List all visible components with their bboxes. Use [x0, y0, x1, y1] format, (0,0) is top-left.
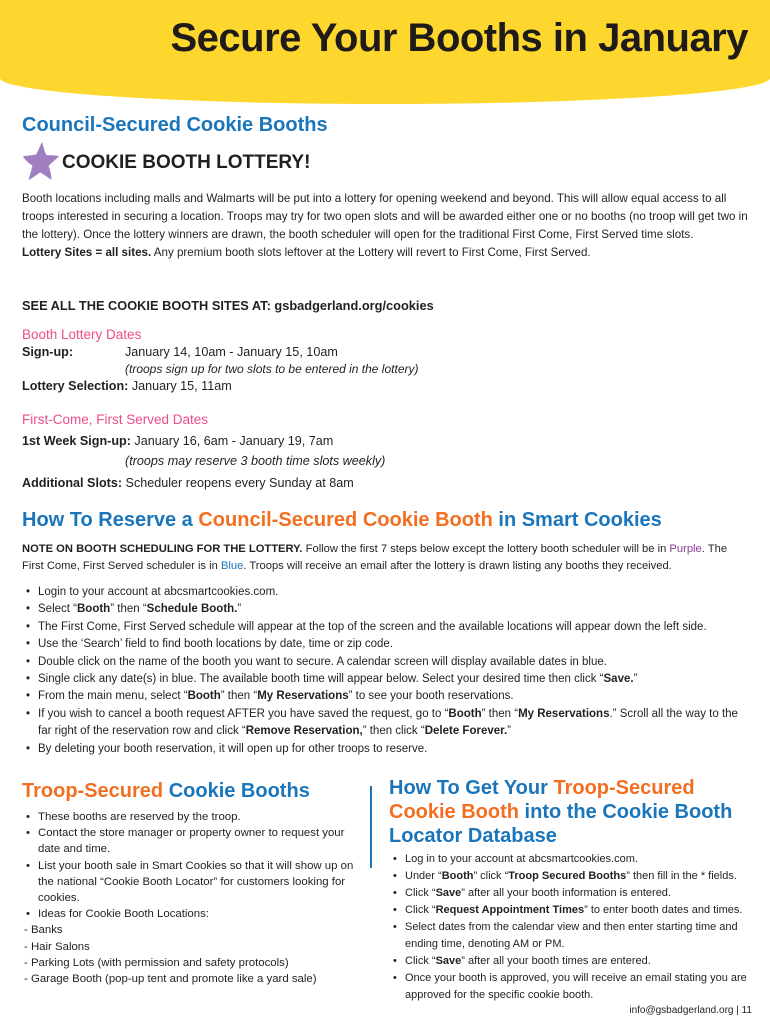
idea-item: - Garage Booth (pop-up tent and promote like a yard sale): [24, 973, 317, 986]
see-all-sites: SEE ALL THE COOKIE BOOTH SITES AT: gsbadgerland.org/cookies: [22, 298, 434, 313]
fcfs-dates-heading: First-Come, First Served Dates: [22, 412, 209, 427]
note-label: NOTE ON BOOTH SCHEDULING FOR THE LOTTERY.: [22, 543, 303, 555]
idea-item: - Hair Salons: [24, 940, 90, 953]
list-item: • Click “Request Appointment Times” to enter booth dates and times.: [391, 902, 753, 919]
troop-title-part: Cookie Booths: [163, 780, 310, 802]
list-item: • Click “Save” after all your booth information is entered.: [391, 885, 753, 902]
lottery-scheduling-note: [22, 541, 750, 575]
selection-value: January 15, 11am: [128, 379, 232, 393]
reserve-steps-list: [24, 584, 749, 758]
lottery-description: [22, 190, 750, 262]
lottery-sites-text: Any premium booth slots leftover at the Lottery will revert to First Come, First Served.: [151, 246, 591, 259]
signup-label: Sign-up:: [22, 345, 74, 359]
first-week-line: [22, 434, 333, 448]
locator-section-title: [389, 776, 759, 848]
first-week-note: (troops may reserve 3 booth time slots weekly): [125, 454, 386, 468]
lottery-heading-row: [22, 140, 742, 184]
locator-steps-list: [391, 851, 753, 1004]
troop-info-list: [24, 809, 359, 987]
troop-section-title: [22, 780, 310, 803]
reserve-title-part: How To Reserve a: [22, 509, 199, 531]
troop-title-highlight: Troop-Secured: [22, 780, 164, 802]
list-item: • Contact the store manager or property owner to request your date and time.: [24, 825, 359, 857]
signup-value: January 14, 10am - January 15, 10am: [125, 345, 338, 359]
locator-title-highlight: Troop-Secured Cookie Booth: [389, 777, 695, 823]
reserve-title-part: in Smart Cookies: [492, 509, 662, 531]
list-item: • Once your booth is approved, you will receive an email stating you are approved for the specific cookie booth.: [391, 970, 753, 1004]
additional-label: Additional Slots:: [22, 476, 123, 490]
list-item: • Double click on the name of the booth you want to secure. A calendar screen will display available dates in blue.: [24, 654, 749, 671]
note-purple: Purple: [669, 543, 702, 555]
lottery-heading: COOKIE BOOTH LOTTERY!: [62, 152, 311, 173]
council-section-title: Council-Secured Cookie Booths: [22, 114, 328, 136]
list-item: • Under “Booth” click “Troop Secured Booths” then fill in the * fields.: [391, 868, 753, 885]
lottery-dates-heading: Booth Lottery Dates: [22, 327, 142, 342]
idea-item: - Parking Lots (with permission and safety protocols): [24, 956, 289, 969]
list-item: • From the main menu, select “Booth” then “My Reservations” to see your booth reservations.: [24, 688, 749, 705]
locator-title-part: into the Cookie Booth Locator Database: [389, 801, 733, 847]
page-title: Secure Your Booths in January: [170, 16, 748, 60]
column-divider: [370, 786, 372, 868]
header-banner: [0, 0, 770, 104]
list-item: • Click “Save” after all your booth times are entered.: [391, 953, 753, 970]
note-text: . The First Come, First Served scheduler is in: [22, 543, 728, 572]
list-item: • The First Come, First Served schedule will appear at the top of the screen and the available locations will appear down the left side.: [24, 619, 749, 636]
note-text: . Troops will receive an email after the lottery is drawn listing any booths they received.: [243, 560, 672, 572]
list-item: • If you wish to cancel a booth request AFTER you have saved the request, go to “Booth” then “My Reservations.” Scroll all the way to the far right of the reservation row and click “Remove Reservation,” then click “Delete Forever.”: [24, 706, 749, 741]
reserve-title-highlight: Council-Secured Cookie Booth: [198, 509, 493, 531]
list-item: • Single click any date(s) in blue. The available booth time will appear below. Select your desired time then click “Save.”: [24, 671, 749, 688]
note-blue: Blue: [220, 560, 244, 572]
list-item: • By deleting your booth reservation, it will open up for other troops to reserve.: [24, 741, 749, 758]
footer-email-page: info@gsbadgerland.org | 11: [629, 1005, 752, 1016]
additional-value: Scheduler reopens every Sunday at 8am: [122, 476, 354, 490]
signup-note: (troops sign up for two slots to be entered in the lottery): [125, 362, 419, 376]
list-item: • Ideas for Cookie Booth Locations:: [24, 906, 359, 922]
list-item: • These booths are reserved by the troop.: [24, 809, 359, 825]
star-icon: [22, 140, 60, 182]
list-item: • Select “Booth” then “Schedule Booth.”: [24, 601, 749, 618]
lottery-sites-label: Lottery Sites = all sites.: [22, 246, 152, 259]
reserve-section-title: [22, 509, 662, 532]
list-item: • Log in to your account at abcsmartcookies.com.: [391, 851, 753, 868]
lottery-paragraph: Booth locations including malls and Walmarts will be put into a lottery for opening weekend and beyond. This will allow equal access to all troops interested in securing a location. Troops may try for two open slots and will be awarded either one or no booths (no troop will get two in the lottery). Once the lottery winners are drawn, the booth scheduler will open for the traditional First Come, First Served time slots.: [22, 192, 748, 241]
list-item: • Login to your account at abcsmartcookies.com.: [24, 584, 749, 601]
locator-title-part: How To Get Your: [389, 777, 554, 799]
first-week-value: January 16, 6am - January 19, 7am: [130, 434, 334, 448]
list-item: • Select dates from the calendar view and then enter starting time and ending time, denoting AM or PM.: [391, 919, 753, 953]
lottery-selection-line: [22, 379, 232, 393]
list-item: • Use the ‘Search’ field to find booth locations by date, time or zip code.: [24, 636, 749, 653]
additional-slots-line: [22, 476, 354, 490]
first-week-label: 1st Week Sign-up:: [22, 434, 131, 448]
selection-label: Lottery Selection:: [22, 379, 129, 393]
list-item: • List your booth sale in Smart Cookies so that it will show up on the national “Cookie Booth Locator” for customers looking for cookies.: [24, 858, 359, 907]
note-text: Follow the first 7 steps below except the lottery booth scheduler will be in: [302, 543, 670, 555]
idea-item: - Banks: [24, 924, 63, 937]
